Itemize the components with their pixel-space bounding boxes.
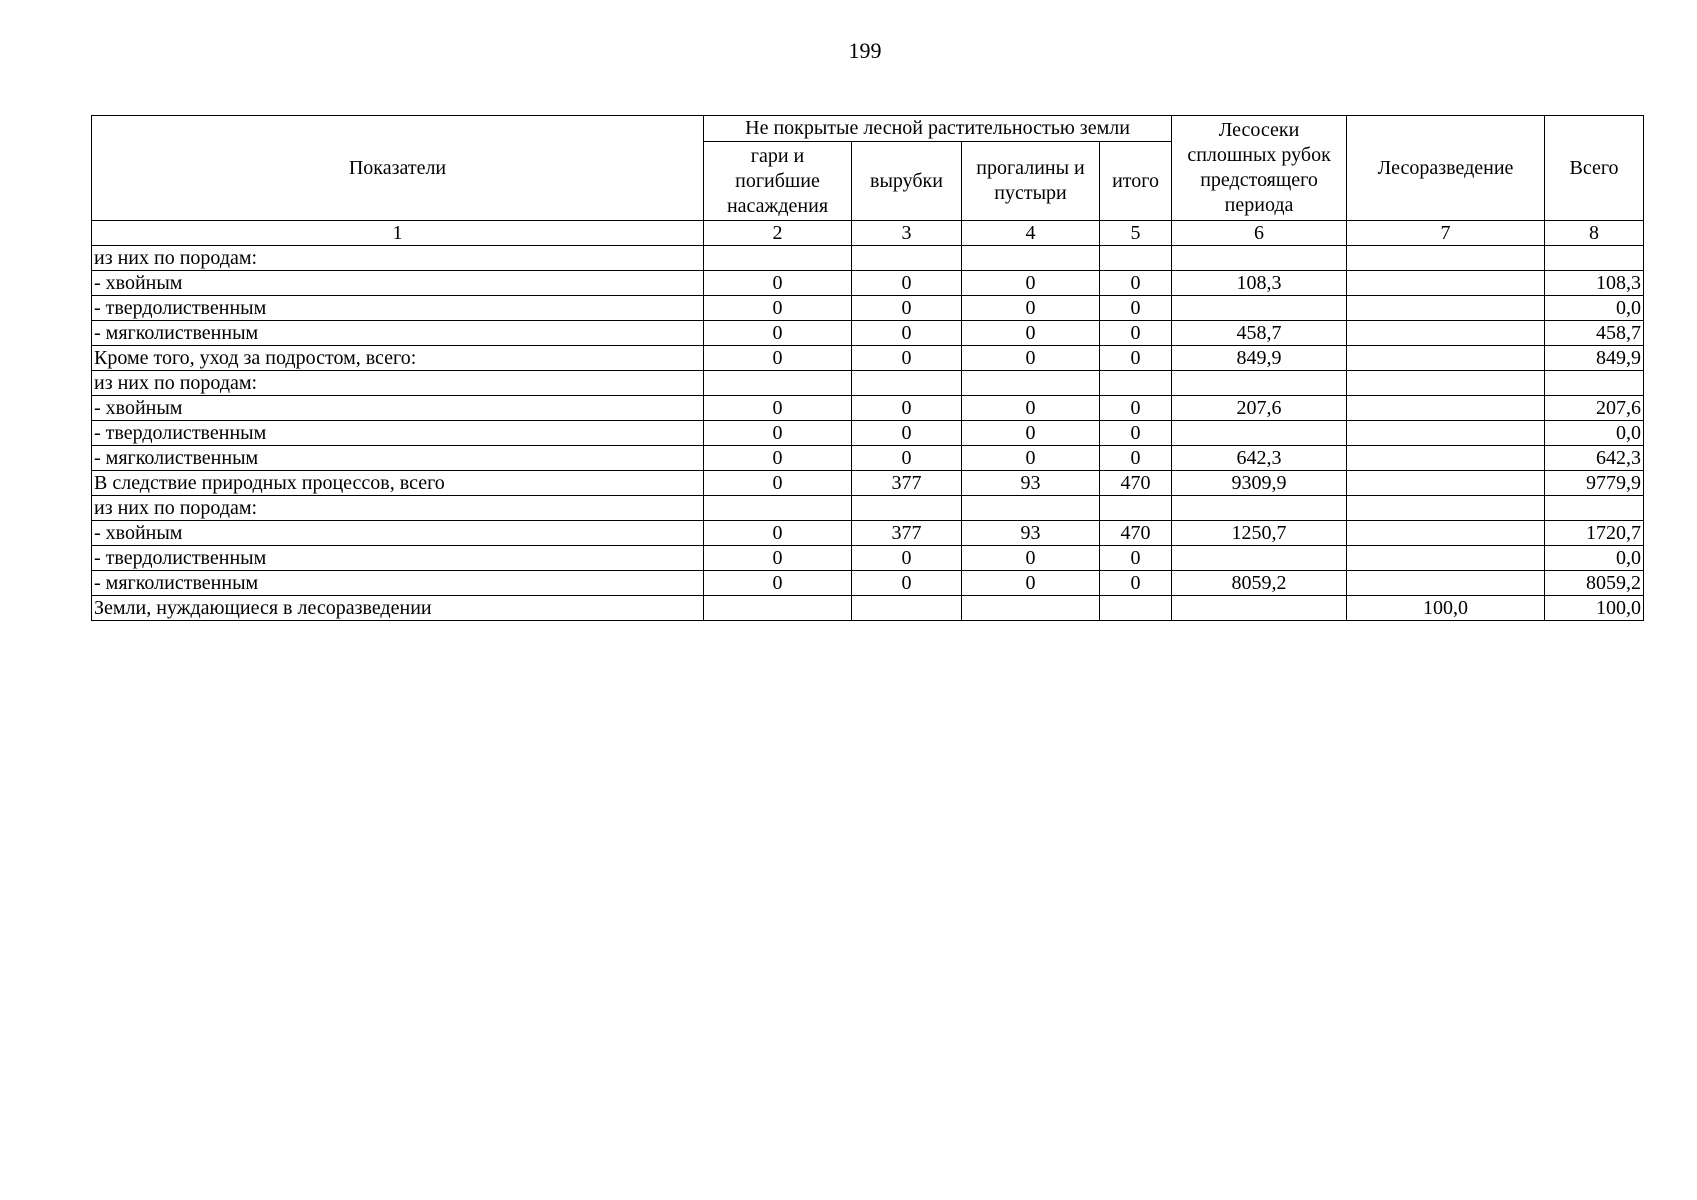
- header-glades: прогалины и пустыри: [962, 142, 1100, 221]
- cell-clearcuts: 458,7: [1172, 321, 1347, 346]
- cell-glades: 0: [962, 321, 1100, 346]
- cell-afforestation: [1347, 246, 1545, 271]
- cell-subtotal: 470: [1100, 521, 1172, 546]
- cell-total: [1545, 496, 1644, 521]
- cell-burns: 0: [704, 346, 852, 371]
- table-row: [92, 496, 1644, 521]
- row-label: - мягколиственным: [92, 571, 704, 596]
- cell-total: [1545, 246, 1644, 271]
- header-burns: гари и погибшие насаждения: [704, 142, 852, 221]
- table-row: [92, 246, 1644, 271]
- row-label: - хвойным: [92, 271, 704, 296]
- header-cuttings: вырубки: [852, 142, 962, 221]
- cell-afforestation: [1347, 271, 1545, 296]
- cell-subtotal: 0: [1100, 446, 1172, 471]
- cell-total: 458,7: [1545, 321, 1644, 346]
- cell-glades: 93: [962, 521, 1100, 546]
- cell-glades: [962, 371, 1100, 396]
- cell-total: 9779,9: [1545, 471, 1644, 496]
- column-number: 7: [1347, 221, 1545, 246]
- cell-afforestation: [1347, 321, 1545, 346]
- table-row: [92, 571, 1644, 596]
- cell-afforestation: 100,0: [1347, 596, 1545, 621]
- table-row: [92, 596, 1644, 621]
- cell-clearcuts: [1172, 596, 1347, 621]
- cell-afforestation: [1347, 571, 1545, 596]
- column-number-row: [92, 221, 1644, 246]
- cell-cuttings: 0: [852, 321, 962, 346]
- cell-burns: [704, 496, 852, 521]
- cell-burns: 0: [704, 446, 852, 471]
- cell-total: 642,3: [1545, 446, 1644, 471]
- cell-glades: 0: [962, 396, 1100, 421]
- cell-total: 849,9: [1545, 346, 1644, 371]
- cell-clearcuts: 642,3: [1172, 446, 1347, 471]
- cell-afforestation: [1347, 471, 1545, 496]
- cell-glades: 0: [962, 271, 1100, 296]
- cell-glades: 0: [962, 546, 1100, 571]
- header-subtotal: итого: [1100, 142, 1172, 221]
- cell-total: 0,0: [1545, 421, 1644, 446]
- cell-afforestation: [1347, 546, 1545, 571]
- cell-total: 207,6: [1545, 396, 1644, 421]
- cell-cuttings: 377: [852, 521, 962, 546]
- cell-cuttings: 0: [852, 571, 962, 596]
- cell-total: 0,0: [1545, 546, 1644, 571]
- cell-clearcuts: [1172, 296, 1347, 321]
- cell-cuttings: 0: [852, 446, 962, 471]
- column-number: 5: [1100, 221, 1172, 246]
- column-number: 4: [962, 221, 1100, 246]
- cell-burns: 0: [704, 271, 852, 296]
- row-label: В следствие природных процессов, всего: [92, 471, 704, 496]
- cell-clearcuts: [1172, 546, 1347, 571]
- cell-cuttings: [852, 496, 962, 521]
- cell-total: [1545, 371, 1644, 396]
- row-label: Кроме того, уход за подростом, всего:: [92, 346, 704, 371]
- cell-subtotal: 470: [1100, 471, 1172, 496]
- cell-subtotal: 0: [1100, 296, 1172, 321]
- cell-subtotal: 0: [1100, 571, 1172, 596]
- cell-cuttings: 0: [852, 546, 962, 571]
- cell-cuttings: 377: [852, 471, 962, 496]
- table-row: [92, 371, 1644, 396]
- cell-subtotal: 0: [1100, 346, 1172, 371]
- row-label: - мягколиственным: [92, 321, 704, 346]
- cell-clearcuts: 849,9: [1172, 346, 1347, 371]
- cell-burns: 0: [704, 521, 852, 546]
- cell-glades: 93: [962, 471, 1100, 496]
- cell-clearcuts: [1172, 371, 1347, 396]
- cell-afforestation: [1347, 496, 1545, 521]
- table-row: [92, 471, 1644, 496]
- table-row: [92, 321, 1644, 346]
- table-body: [92, 246, 1644, 621]
- page-number: 199: [848, 38, 882, 63]
- table-row: [92, 446, 1644, 471]
- column-number: 1: [92, 221, 704, 246]
- cell-subtotal: [1100, 496, 1172, 521]
- row-label: из них по породам:: [92, 496, 704, 521]
- cell-glades: [962, 496, 1100, 521]
- cell-subtotal: 0: [1100, 396, 1172, 421]
- cell-glades: 0: [962, 296, 1100, 321]
- cell-total: 0,0: [1545, 296, 1644, 321]
- table-row: [92, 346, 1644, 371]
- table-row: [92, 396, 1644, 421]
- column-number: 3: [852, 221, 962, 246]
- cell-burns: 0: [704, 571, 852, 596]
- cell-clearcuts: [1172, 496, 1347, 521]
- cell-afforestation: [1347, 446, 1545, 471]
- row-label: - мягколиственным: [92, 446, 704, 471]
- cell-burns: 0: [704, 471, 852, 496]
- cell-cuttings: 0: [852, 421, 962, 446]
- cell-cuttings: [852, 371, 962, 396]
- cell-clearcuts: [1172, 246, 1347, 271]
- row-label: - твердолиственным: [92, 296, 704, 321]
- column-number: 8: [1545, 221, 1644, 246]
- cell-glades: 0: [962, 446, 1100, 471]
- cell-glades: 0: [962, 421, 1100, 446]
- cell-cuttings: 0: [852, 346, 962, 371]
- cell-cuttings: 0: [852, 271, 962, 296]
- row-label: - твердолиственным: [92, 546, 704, 571]
- table-row: [92, 521, 1644, 546]
- cell-afforestation: [1347, 371, 1545, 396]
- cell-cuttings: [852, 246, 962, 271]
- cell-subtotal: [1100, 246, 1172, 271]
- cell-clearcuts: 8059,2: [1172, 571, 1347, 596]
- header-clearcuts: Лесосеки сплошных рубок предстоящего периода: [1172, 116, 1347, 221]
- header-indicators: Показатели: [92, 116, 704, 221]
- cell-clearcuts: 9309,9: [1172, 471, 1347, 496]
- cell-glades: 0: [962, 346, 1100, 371]
- cell-clearcuts: [1172, 421, 1347, 446]
- header-not-covered-lands: Не покрытые лесной растительностью земли: [704, 116, 1172, 142]
- cell-burns: 0: [704, 546, 852, 571]
- cell-burns: 0: [704, 396, 852, 421]
- row-label: - твердолиственным: [92, 421, 704, 446]
- cell-burns: 0: [704, 296, 852, 321]
- cell-cuttings: 0: [852, 396, 962, 421]
- cell-glades: [962, 596, 1100, 621]
- cell-subtotal: 0: [1100, 321, 1172, 346]
- cell-afforestation: [1347, 521, 1545, 546]
- cell-clearcuts: 1250,7: [1172, 521, 1347, 546]
- table-row: [92, 296, 1644, 321]
- row-label: - хвойным: [92, 521, 704, 546]
- cell-burns: [704, 246, 852, 271]
- cell-subtotal: 0: [1100, 546, 1172, 571]
- cell-total: 100,0: [1545, 596, 1644, 621]
- cell-subtotal: 0: [1100, 271, 1172, 296]
- cell-cuttings: 0: [852, 296, 962, 321]
- cell-glades: [962, 246, 1100, 271]
- cell-afforestation: [1347, 346, 1545, 371]
- cell-total: 108,3: [1545, 271, 1644, 296]
- forest-data-table: [91, 115, 1644, 621]
- header-total: Всего: [1545, 116, 1644, 221]
- cell-afforestation: [1347, 396, 1545, 421]
- row-label: Земли, нуждающиеся в лесоразведении: [92, 596, 704, 621]
- column-number: 6: [1172, 221, 1347, 246]
- row-label: из них по породам:: [92, 246, 704, 271]
- cell-clearcuts: 207,6: [1172, 396, 1347, 421]
- cell-glades: 0: [962, 571, 1100, 596]
- row-label: - хвойным: [92, 396, 704, 421]
- row-label: из них по породам:: [92, 371, 704, 396]
- cell-burns: 0: [704, 421, 852, 446]
- cell-burns: 0: [704, 321, 852, 346]
- cell-burns: [704, 596, 852, 621]
- header-afforestation: Лесоразведение: [1347, 116, 1545, 221]
- cell-cuttings: [852, 596, 962, 621]
- cell-subtotal: 0: [1100, 421, 1172, 446]
- cell-subtotal: [1100, 371, 1172, 396]
- cell-burns: [704, 371, 852, 396]
- cell-afforestation: [1347, 421, 1545, 446]
- table-row: [92, 271, 1644, 296]
- table-row: [92, 546, 1644, 571]
- table-row: [92, 421, 1644, 446]
- cell-total: 8059,2: [1545, 571, 1644, 596]
- cell-afforestation: [1347, 296, 1545, 321]
- cell-total: 1720,7: [1545, 521, 1644, 546]
- cell-subtotal: [1100, 596, 1172, 621]
- cell-clearcuts: 108,3: [1172, 271, 1347, 296]
- column-number: 2: [704, 221, 852, 246]
